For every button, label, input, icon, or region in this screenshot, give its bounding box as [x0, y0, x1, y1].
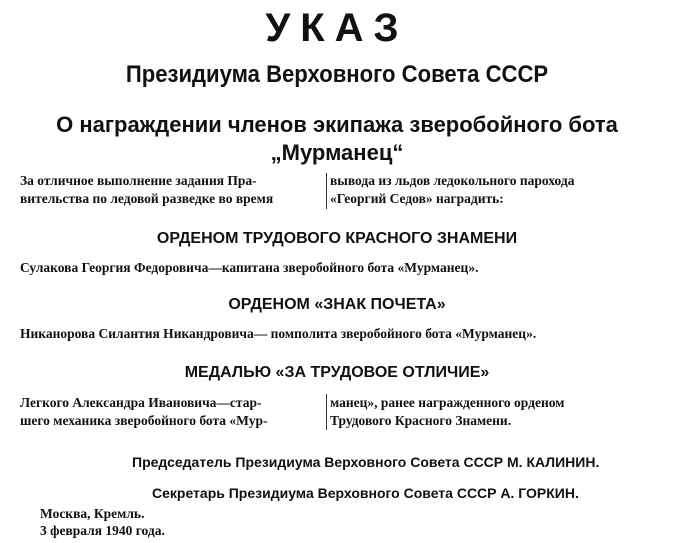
award-recipient-2: Никанорова Силантия Никандровича— помполита зверобойного бота «Мурманец». [20, 326, 537, 341]
preamble-right-line-2: «Георгий Седов» наградить: [330, 191, 504, 206]
decree-title: УКАЗ [265, 6, 409, 50]
issue-date: 3 февраля 1940 года. [40, 523, 165, 538]
preamble-left-line-1: За отличное выполнение задания Пра- [20, 173, 257, 188]
secretary-signature: Секретарь Президиума Верховного Совета СССР А. ГОРКИН. [152, 485, 579, 501]
column-divider [326, 394, 327, 430]
decree-subject-line-2: „Мурманец“ [270, 140, 404, 165]
decree-subject-line-1: О награждении членов экипажа зверобойного бота [56, 112, 618, 137]
award-order-1: ОРДЕНОМ ТРУДОВОГО КРАСНОГО ЗНАМЕНИ [156, 230, 518, 247]
award-order-2: ОРДЕНОМ «ЗНАК ПОЧЕТА» [228, 296, 446, 313]
award-order-3: МЕДАЛЬЮ «ЗА ТРУДОВОЕ ОТЛИЧИЕ» [184, 364, 490, 381]
decree-issuer: Президиума Верховного Совета СССР [125, 61, 549, 88]
chairman-signature: Председатель Президиума Верховного Совета СССР М. КАЛИНИН. [132, 454, 600, 470]
award-3-left-line-2: шего механика зверобойного бота «Мур- [20, 413, 268, 428]
preamble-right-line-1: вывода из льдов ледокольного парохода [330, 173, 575, 188]
column-divider [326, 173, 327, 209]
preamble-left-line-2: вительства по ледовой разведке во время [20, 191, 274, 206]
award-3-right-line-2: Трудового Красного Знамени. [330, 413, 512, 428]
issue-place: Москва, Кремль. [40, 506, 145, 521]
award-recipient-1: Сулакова Георгия Федоровича—капитана зверобойного бота «Мурманец». [20, 260, 479, 275]
award-3-left-line-1: Легкого Александра Ивановича—стар- [20, 395, 262, 410]
award-3-right-line-1: манец», ранее награжденного орденом [330, 395, 565, 410]
